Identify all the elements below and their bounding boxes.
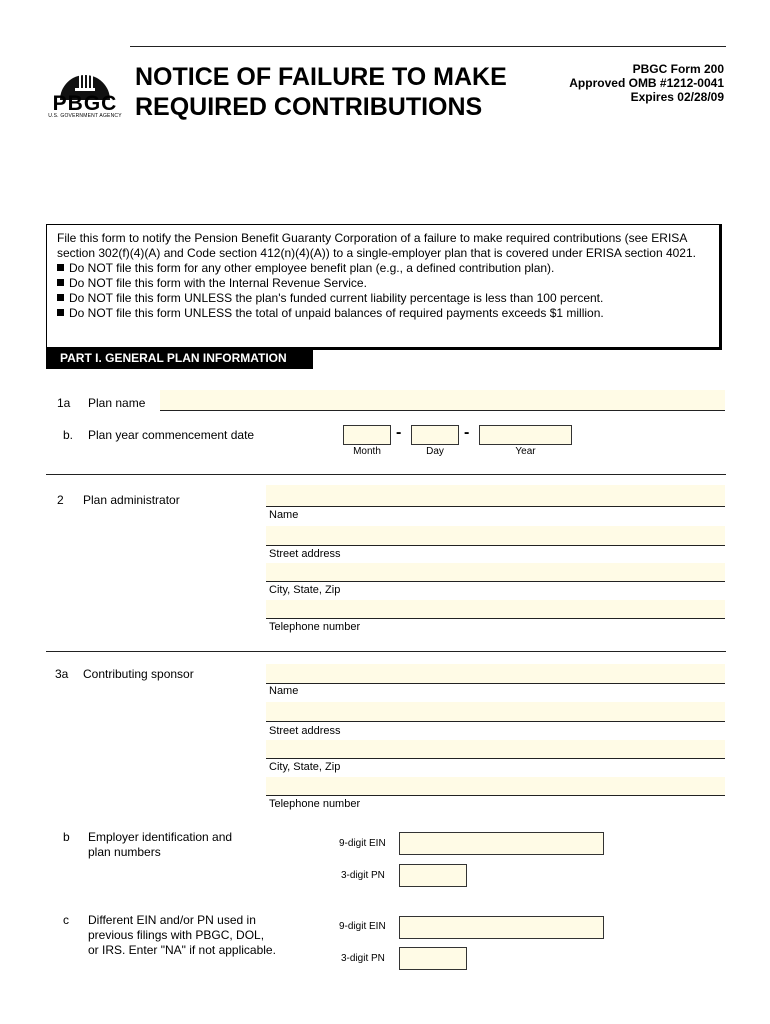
ein-pn-label-line2: plan numbers [88,845,161,859]
expiration-date: Expires 02/28/09 [630,90,724,104]
admin-street-caption: Street address [269,548,341,560]
pn-caption: 3-digit PN [341,870,385,881]
bullet-text: Do NOT file this form UNLESS the total of unpaid balances of required payments exceeds $1 million. [69,306,604,320]
bullet-text: Do NOT file this form for any other employee benefit plan (e.g., a defined contribution plan). [69,261,555,275]
bullet-square-icon [57,264,64,271]
pbgc-logo [48,62,122,120]
plan-administrator-label: Plan administrator [83,493,180,507]
year-caption: Year [515,446,536,457]
bullet-item [57,291,709,306]
sponsor-ein-input[interactable] [399,832,604,855]
admin-name-input[interactable] [266,485,725,507]
month-caption: Month [353,446,381,457]
bullet-text: Do NOT file this form with the Internal Revenue Service. [69,276,367,290]
bullet-square-icon [57,279,64,286]
year-input[interactable] [479,425,572,445]
previous-pn-caption: 3-digit PN [341,953,385,964]
previous-ein-caption: 9-digit EIN [339,921,386,932]
section-divider [46,474,726,475]
sponsor-street-caption: Street address [269,725,341,737]
bullet-item [57,276,709,291]
bullet-square-icon [57,309,64,316]
bullet-item [57,306,709,321]
q3a-number: 3a [55,667,69,681]
logo-subtext: U.S. GOVERNMENT AGENCY [48,113,122,119]
date-separator: - [464,424,470,441]
sponsor-name-caption: Name [269,685,299,697]
plan-name-label: Plan name [88,396,146,410]
plan-year-date-label: Plan year commencement date [88,428,255,442]
admin-phone-input[interactable] [266,600,725,619]
page-title [135,62,507,122]
header-rule [130,46,726,47]
q1b-number: b. [63,428,74,442]
form-info [569,62,724,104]
previous-pn-input[interactable] [399,947,467,970]
ein-pn-label-line1: Employer identification and [88,830,233,844]
ein-caption: 9-digit EIN [339,838,386,849]
month-input[interactable] [343,425,391,445]
previous-ein-input[interactable] [399,916,604,939]
section-divider [46,651,726,652]
q3c-number: c [63,913,69,927]
admin-city-input[interactable] [266,563,725,582]
instructions-box [46,224,722,350]
sponsor-pn-input[interactable] [399,864,467,887]
sponsor-phone-caption: Telephone number [269,798,361,810]
form-number: PBGC Form 200 [632,62,724,76]
sponsor-street-input[interactable] [266,702,725,722]
q2-number: 2 [57,493,64,507]
previous-ein-label-line1: Different EIN and/or PN used in [88,913,256,927]
q1a-number: 1a [57,396,71,410]
bullet-text: Do NOT file this form UNLESS the plan's funded current liability percentage is less than 100 percent. [69,291,604,305]
day-input[interactable] [411,425,459,445]
title-line-1: NOTICE OF FAILURE TO MAKE [135,63,507,91]
omb-number: Approved OMB #1212-0041 [569,76,724,90]
bullet-item [57,261,709,276]
bullet-square-icon [57,294,64,301]
plan-name-input[interactable] [160,390,725,411]
day-caption: Day [426,446,444,457]
sponsor-city-caption: City, State, Zip [269,761,341,773]
previous-ein-label-line2: previous filings with PBGC, DOL, [88,928,265,942]
sponsor-phone-input[interactable] [266,777,725,796]
admin-city-caption: City, State, Zip [269,584,341,596]
ein-pn-label [88,830,232,860]
part1-header: PART I. GENERAL PLAN INFORMATION [46,347,313,369]
logo-text: PBGC [52,92,118,115]
date-separator: - [396,424,402,441]
sponsor-name-input[interactable] [266,664,725,684]
previous-ein-pn-label [88,913,276,958]
title-line-2: REQUIRED CONTRIBUTIONS [135,93,483,121]
admin-street-input[interactable] [266,526,725,546]
q3b-number: b [63,830,70,844]
contributing-sponsor-label: Contributing sponsor [83,667,194,681]
admin-phone-caption: Telephone number [269,621,361,633]
sponsor-city-input[interactable] [266,740,725,759]
admin-name-caption: Name [269,509,299,521]
previous-ein-label-line3: or IRS. Enter "NA" if not applicable. [88,943,276,957]
intro-paragraph: File this form to notify the Pension Benefit Guaranty Corporation of a failure to make required contributions (see ERISA section 302(f)(4)(A) and Code section 412(n)(4)(A)) to a single-employer plan that is covered under ERISA section 4021. [57,231,696,260]
